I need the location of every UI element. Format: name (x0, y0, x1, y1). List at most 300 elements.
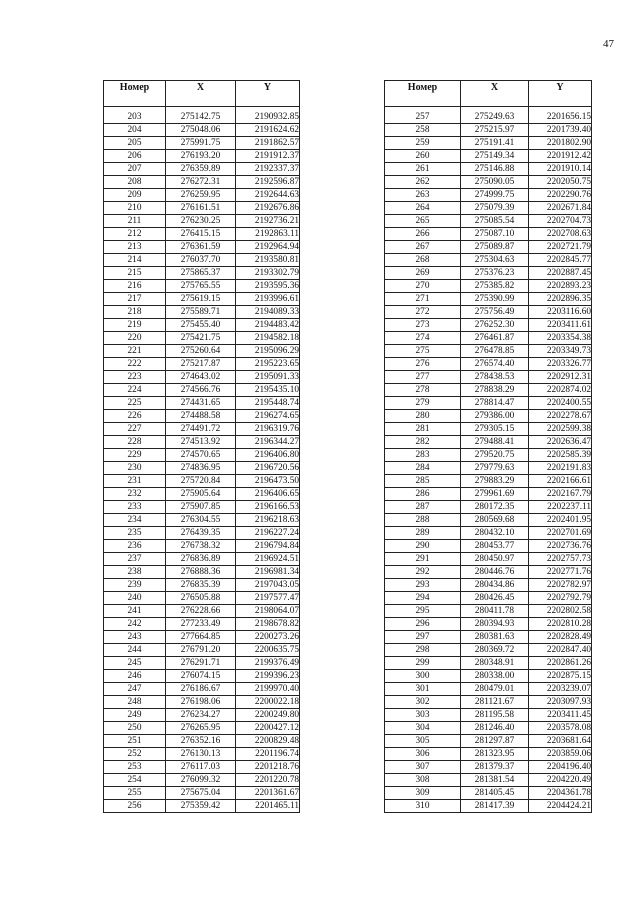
cell-number: 295 (385, 605, 461, 618)
cell-y: 2194483.42 (236, 319, 300, 332)
cell-number: 254 (104, 774, 166, 787)
cell-y: 2196218.63 (236, 514, 300, 527)
column-header-x: X (461, 81, 529, 107)
cell-x: 275304.63 (461, 254, 529, 267)
table-row (104, 566, 300, 579)
cell-number: 228 (104, 436, 166, 449)
cell-x: 275390.99 (461, 293, 529, 306)
cell-y: 2200427.12 (236, 722, 300, 735)
cell-number: 293 (385, 579, 461, 592)
cell-x: 279779.63 (461, 462, 529, 475)
cell-y: 2202810.28 (529, 618, 592, 631)
cell-y: 2196406.80 (236, 449, 300, 462)
cell-x: 275215.97 (461, 124, 529, 137)
table-row (104, 163, 300, 176)
table-header-row (104, 81, 300, 107)
cell-y: 2202736.76 (529, 540, 592, 553)
cell-x: 281195.58 (461, 709, 529, 722)
cell-number: 280 (385, 410, 461, 423)
table-row (385, 501, 592, 514)
table-row (104, 384, 300, 397)
table-row (104, 579, 300, 592)
cell-y: 2197577.47 (236, 592, 300, 605)
table-row (104, 137, 300, 150)
cell-x: 280426.45 (461, 592, 529, 605)
cell-x: 276574.40 (461, 358, 529, 371)
table-row (104, 267, 300, 280)
cell-y: 2195448.74 (236, 397, 300, 410)
cell-x: 274488.58 (166, 410, 236, 423)
cell-y: 2196319.76 (236, 423, 300, 436)
table-row (104, 202, 300, 215)
table-row (385, 514, 592, 527)
table-row (385, 436, 592, 449)
cell-x: 280172.35 (461, 501, 529, 514)
cell-number: 261 (385, 163, 461, 176)
cell-y: 2198678.82 (236, 618, 300, 631)
cell-y: 2204361.78 (529, 787, 592, 800)
cell-x: 281379.37 (461, 761, 529, 774)
cell-number: 242 (104, 618, 166, 631)
table-row (385, 787, 592, 800)
cell-x: 275217.87 (166, 358, 236, 371)
table-row (104, 644, 300, 657)
cell-y: 2203681.64 (529, 735, 592, 748)
cell-number: 259 (385, 137, 461, 150)
cell-x: 276415.15 (166, 228, 236, 241)
cell-x: 276228.66 (166, 605, 236, 618)
cell-x: 276361.59 (166, 241, 236, 254)
cell-y: 2203239.07 (529, 683, 592, 696)
cell-x: 275260.64 (166, 345, 236, 358)
cell-x: 276272.31 (166, 176, 236, 189)
cell-x: 280338.00 (461, 670, 529, 683)
cell-x: 275089.87 (461, 241, 529, 254)
table-row (104, 631, 300, 644)
table-row (104, 397, 300, 410)
cell-x: 276230.25 (166, 215, 236, 228)
cell-number: 268 (385, 254, 461, 267)
table-row (385, 215, 592, 228)
cell-x: 279305.15 (461, 423, 529, 436)
cell-y: 2202671.84 (529, 202, 592, 215)
cell-x: 280369.72 (461, 644, 529, 657)
table-row (385, 605, 592, 618)
cell-x: 275455.40 (166, 319, 236, 332)
cell-y: 2203411.45 (529, 709, 592, 722)
cell-number: 272 (385, 306, 461, 319)
cell-y: 2196720.56 (236, 462, 300, 475)
cell-number: 278 (385, 384, 461, 397)
cell-number: 298 (385, 644, 461, 657)
coordinates-table-right (384, 80, 592, 813)
cell-y: 2202792.79 (529, 592, 592, 605)
cell-x: 281417.39 (461, 800, 529, 813)
table-row (385, 371, 592, 384)
cell-x: 275619.15 (166, 293, 236, 306)
cell-y: 2203578.08 (529, 722, 592, 735)
table-row (385, 475, 592, 488)
cell-number: 297 (385, 631, 461, 644)
table-row (104, 371, 300, 384)
cell-y: 2204220.49 (529, 774, 592, 787)
cell-number: 238 (104, 566, 166, 579)
table-row (104, 410, 300, 423)
cell-x: 281381.54 (461, 774, 529, 787)
table-row (385, 202, 592, 215)
cell-x: 276439.35 (166, 527, 236, 540)
cell-x: 275149.34 (461, 150, 529, 163)
table-row (104, 761, 300, 774)
cell-y: 2202828.49 (529, 631, 592, 644)
cell-number: 255 (104, 787, 166, 800)
cell-number: 220 (104, 332, 166, 345)
cell-number: 214 (104, 254, 166, 267)
cell-number: 248 (104, 696, 166, 709)
table-row (104, 709, 300, 722)
cell-number: 273 (385, 319, 461, 332)
cell-y: 2190932.85 (236, 107, 300, 124)
table-row (104, 501, 300, 514)
cell-x: 281246.40 (461, 722, 529, 735)
cell-y: 2192964.94 (236, 241, 300, 254)
cell-y: 2202887.45 (529, 267, 592, 280)
cell-number: 221 (104, 345, 166, 358)
cell-y: 2196924.51 (236, 553, 300, 566)
table-row (385, 176, 592, 189)
cell-y: 2202585.39 (529, 449, 592, 462)
cell-number: 290 (385, 540, 461, 553)
cell-x: 279520.75 (461, 449, 529, 462)
cell-y: 2202912.31 (529, 371, 592, 384)
table-body-left (104, 107, 300, 813)
cell-y: 2196274.65 (236, 410, 300, 423)
cell-number: 235 (104, 527, 166, 540)
cell-y: 2202704.73 (529, 215, 592, 228)
column-header-x: X (166, 81, 236, 107)
cell-y: 2202636.47 (529, 436, 592, 449)
cell-y: 2195435.10 (236, 384, 300, 397)
cell-x: 280348.91 (461, 657, 529, 670)
cell-x: 275421.75 (166, 332, 236, 345)
cell-number: 205 (104, 137, 166, 150)
cell-x: 276252.30 (461, 319, 529, 332)
cell-y: 2192337.37 (236, 163, 300, 176)
cell-x: 279488.41 (461, 436, 529, 449)
cell-number: 226 (104, 410, 166, 423)
cell-number: 229 (104, 449, 166, 462)
cell-x: 276835.39 (166, 579, 236, 592)
cell-number: 252 (104, 748, 166, 761)
cell-number: 303 (385, 709, 461, 722)
cell-x: 280569.68 (461, 514, 529, 527)
cell-x: 275079.39 (461, 202, 529, 215)
table-row (385, 618, 592, 631)
cell-x: 280394.93 (461, 618, 529, 631)
cell-x: 274431.65 (166, 397, 236, 410)
table-row (385, 280, 592, 293)
table-row (104, 696, 300, 709)
cell-number: 269 (385, 267, 461, 280)
cell-y: 2203349.73 (529, 345, 592, 358)
cell-x: 276074.15 (166, 670, 236, 683)
cell-number: 306 (385, 748, 461, 761)
table-row (104, 553, 300, 566)
cell-y: 2202782.97 (529, 579, 592, 592)
cell-x: 275146.88 (461, 163, 529, 176)
cell-x: 275865.37 (166, 267, 236, 280)
cell-y: 2200022.18 (236, 696, 300, 709)
table-row (104, 241, 300, 254)
table-row (385, 670, 592, 683)
cell-x: 279386.00 (461, 410, 529, 423)
column-header-number: Номер (385, 81, 461, 107)
cell-number: 251 (104, 735, 166, 748)
cell-x: 275675.04 (166, 787, 236, 800)
cell-y: 2202400.55 (529, 397, 592, 410)
cell-x: 280381.63 (461, 631, 529, 644)
cell-number: 237 (104, 553, 166, 566)
table-row (385, 124, 592, 137)
cell-y: 2202701.69 (529, 527, 592, 540)
cell-number: 243 (104, 631, 166, 644)
cell-x: 276161.51 (166, 202, 236, 215)
cell-number: 267 (385, 241, 461, 254)
cell-number: 279 (385, 397, 461, 410)
cell-x: 275765.55 (166, 280, 236, 293)
cell-number: 300 (385, 670, 461, 683)
cell-y: 2200273.26 (236, 631, 300, 644)
cell-number: 281 (385, 423, 461, 436)
cell-x: 276186.67 (166, 683, 236, 696)
cell-y: 2195091.33 (236, 371, 300, 384)
table-row (104, 332, 300, 345)
table-header-row (385, 81, 592, 107)
cell-x: 275048.06 (166, 124, 236, 137)
cell-number: 275 (385, 345, 461, 358)
table-row (104, 475, 300, 488)
cell-y: 2201910.14 (529, 163, 592, 176)
table-row (385, 107, 592, 124)
cell-y: 2202166.61 (529, 475, 592, 488)
cell-number: 224 (104, 384, 166, 397)
cell-x: 276352.16 (166, 735, 236, 748)
cell-x: 281121.67 (461, 696, 529, 709)
cell-x: 276791.20 (166, 644, 236, 657)
cell-number: 209 (104, 189, 166, 202)
cell-y: 2193580.81 (236, 254, 300, 267)
cell-x: 274491.72 (166, 423, 236, 436)
cell-x: 276117.03 (166, 761, 236, 774)
table-row (385, 761, 592, 774)
cell-y: 2196227.24 (236, 527, 300, 540)
table-row (104, 670, 300, 683)
table-row (104, 488, 300, 501)
table-row (104, 228, 300, 241)
cell-x: 280411.78 (461, 605, 529, 618)
table-row (385, 566, 592, 579)
cell-x: 275720.84 (166, 475, 236, 488)
cell-y: 2194089.33 (236, 306, 300, 319)
table-row (104, 735, 300, 748)
table-row (385, 397, 592, 410)
cell-number: 277 (385, 371, 461, 384)
cell-x: 275087.10 (461, 228, 529, 241)
cell-number: 239 (104, 579, 166, 592)
cell-number: 310 (385, 800, 461, 813)
cell-x: 281323.95 (461, 748, 529, 761)
table-row (104, 527, 300, 540)
cell-x: 275090.05 (461, 176, 529, 189)
cell-number: 231 (104, 475, 166, 488)
cell-number: 289 (385, 527, 461, 540)
cell-x: 275191.41 (461, 137, 529, 150)
table-row (385, 488, 592, 501)
cell-number: 210 (104, 202, 166, 215)
cell-y: 2196794.84 (236, 540, 300, 553)
cell-y: 2202802.58 (529, 605, 592, 618)
column-header-y: Y (236, 81, 300, 107)
table-row (385, 254, 592, 267)
cell-y: 2203116.60 (529, 306, 592, 319)
cell-y: 2202167.79 (529, 488, 592, 501)
table-row (104, 514, 300, 527)
cell-number: 257 (385, 107, 461, 124)
table-row (385, 189, 592, 202)
cell-y: 2196981.34 (236, 566, 300, 579)
table-row (104, 107, 300, 124)
cell-y: 2197043.05 (236, 579, 300, 592)
cell-y: 2203097.93 (529, 696, 592, 709)
cell-number: 236 (104, 540, 166, 553)
cell-number: 241 (104, 605, 166, 618)
cell-y: 2196166.53 (236, 501, 300, 514)
cell-y: 2199970.40 (236, 683, 300, 696)
cell-y: 2204424.21 (529, 800, 592, 813)
cell-y: 2202861.26 (529, 657, 592, 670)
cell-number: 253 (104, 761, 166, 774)
cell-y: 2195223.65 (236, 358, 300, 371)
table-row (104, 423, 300, 436)
table-row (104, 722, 300, 735)
cell-y: 2199396.23 (236, 670, 300, 683)
table-row (385, 423, 592, 436)
cell-x: 280446.76 (461, 566, 529, 579)
cell-x: 276359.89 (166, 163, 236, 176)
cell-x: 281297.87 (461, 735, 529, 748)
cell-y: 2202050.75 (529, 176, 592, 189)
table-row (104, 345, 300, 358)
cell-x: 275085.54 (461, 215, 529, 228)
cell-y: 2192644.63 (236, 189, 300, 202)
cell-number: 304 (385, 722, 461, 735)
cell-x: 280434.86 (461, 579, 529, 592)
table-row (385, 644, 592, 657)
cell-number: 245 (104, 657, 166, 670)
cell-number: 211 (104, 215, 166, 228)
cell-y: 2202893.23 (529, 280, 592, 293)
cell-x: 278438.53 (461, 371, 529, 384)
cell-number: 233 (104, 501, 166, 514)
table-row (104, 358, 300, 371)
table-row (104, 800, 300, 813)
cell-y: 2198064.07 (236, 605, 300, 618)
cell-number: 282 (385, 436, 461, 449)
cell-x: 276198.06 (166, 696, 236, 709)
table-row (385, 579, 592, 592)
cell-x: 276836.89 (166, 553, 236, 566)
table-row (104, 748, 300, 761)
table-row (385, 306, 592, 319)
cell-number: 222 (104, 358, 166, 371)
cell-x: 275376.23 (461, 267, 529, 280)
cell-x: 276037.70 (166, 254, 236, 267)
cell-number: 284 (385, 462, 461, 475)
cell-number: 307 (385, 761, 461, 774)
cell-y: 2202896.35 (529, 293, 592, 306)
cell-y: 2200635.75 (236, 644, 300, 657)
cell-number: 203 (104, 107, 166, 124)
table-row (385, 332, 592, 345)
cell-x: 274566.76 (166, 384, 236, 397)
table-row (104, 605, 300, 618)
table-row (385, 228, 592, 241)
cell-number: 270 (385, 280, 461, 293)
cell-y: 2200829.48 (236, 735, 300, 748)
table-row (104, 293, 300, 306)
cell-number: 291 (385, 553, 461, 566)
cell-number: 288 (385, 514, 461, 527)
cell-number: 207 (104, 163, 166, 176)
cell-number: 244 (104, 644, 166, 657)
cell-x: 281405.45 (461, 787, 529, 800)
cell-x: 280450.97 (461, 553, 529, 566)
cell-y: 2196473.50 (236, 475, 300, 488)
table-row (104, 462, 300, 475)
cell-y: 2201196.74 (236, 748, 300, 761)
cell-y: 2202845.77 (529, 254, 592, 267)
cell-x: 275385.82 (461, 280, 529, 293)
cell-number: 296 (385, 618, 461, 631)
cell-number: 286 (385, 488, 461, 501)
cell-number: 265 (385, 215, 461, 228)
cell-y: 2202237.11 (529, 501, 592, 514)
table-row (385, 631, 592, 644)
cell-y: 2202290.76 (529, 189, 592, 202)
cell-y: 2202874.02 (529, 384, 592, 397)
cell-x: 275905.64 (166, 488, 236, 501)
table-row (385, 449, 592, 462)
table-row (385, 722, 592, 735)
cell-y: 2202708.63 (529, 228, 592, 241)
cell-x: 276304.55 (166, 514, 236, 527)
cell-number: 266 (385, 228, 461, 241)
cell-x: 280479.01 (461, 683, 529, 696)
cell-y: 2202875.15 (529, 670, 592, 683)
cell-number: 292 (385, 566, 461, 579)
cell-x: 276291.71 (166, 657, 236, 670)
table-row (104, 683, 300, 696)
table-row (104, 657, 300, 670)
cell-x: 280432.10 (461, 527, 529, 540)
table-row (385, 137, 592, 150)
column-header-number: Номер (104, 81, 166, 107)
cell-number: 258 (385, 124, 461, 137)
table-row (385, 150, 592, 163)
cell-y: 2201912.42 (529, 150, 592, 163)
cell-x: 276265.95 (166, 722, 236, 735)
cell-number: 249 (104, 709, 166, 722)
